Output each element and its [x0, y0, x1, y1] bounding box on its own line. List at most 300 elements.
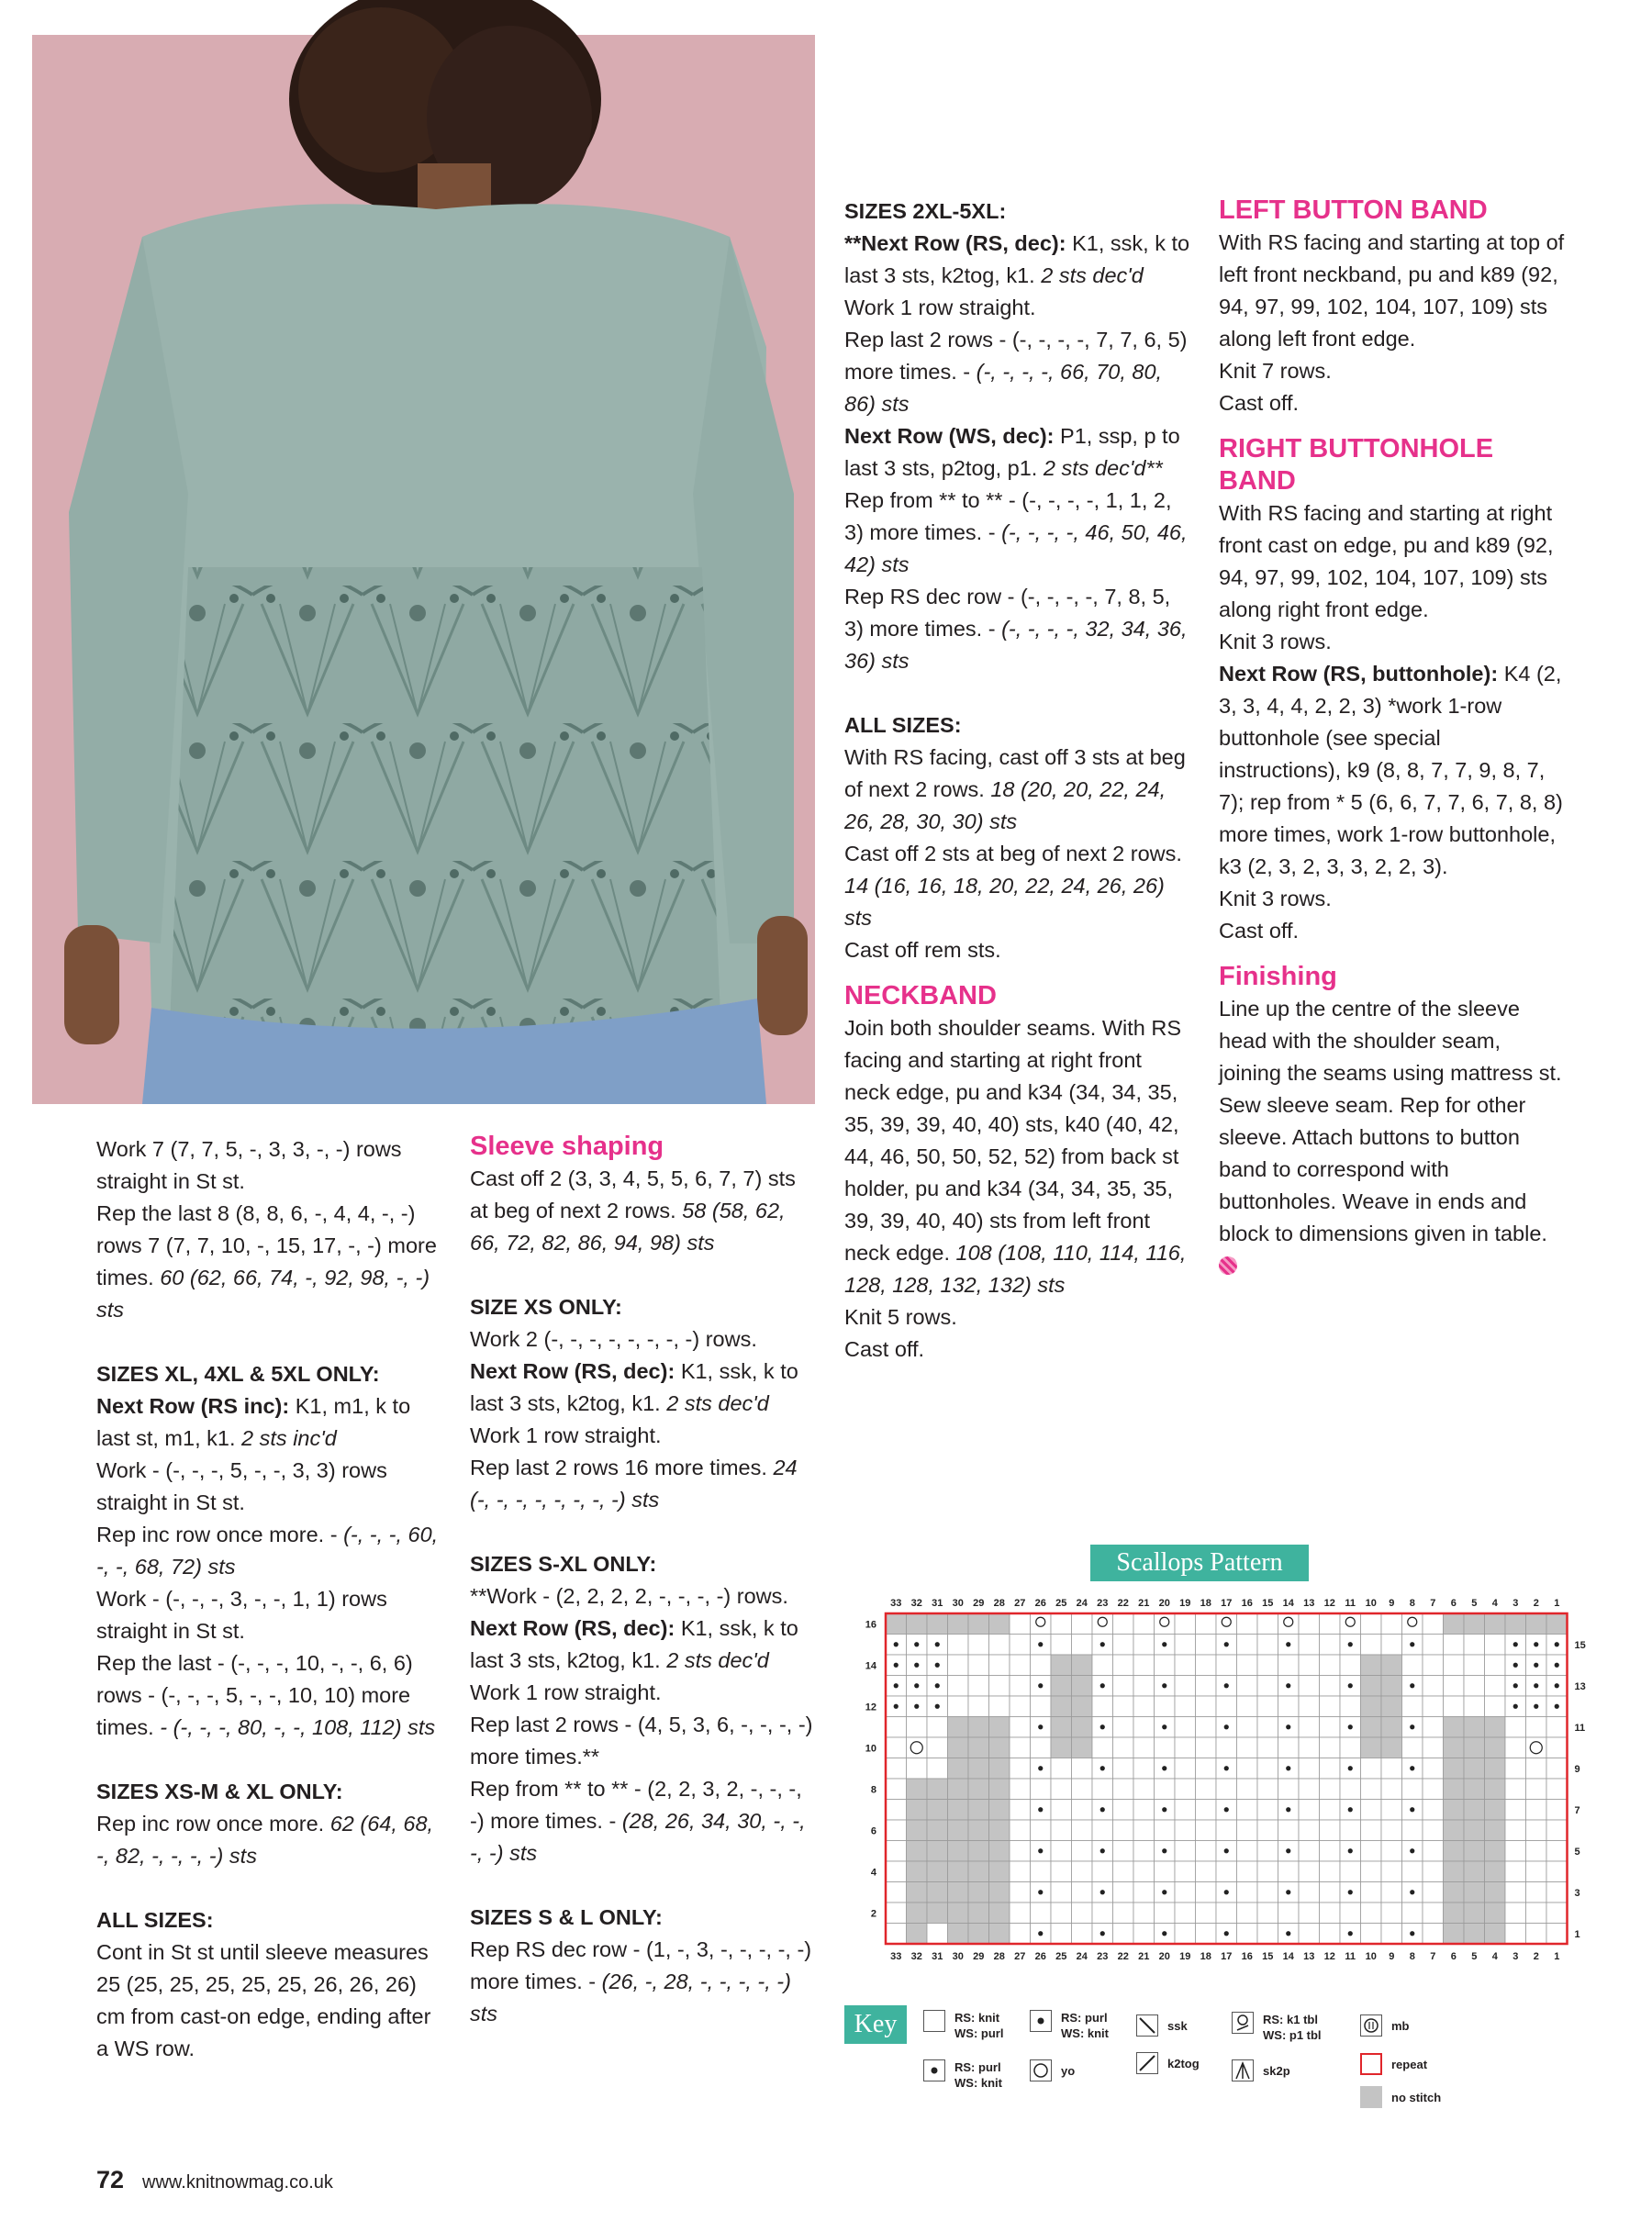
column-label: 4 [1491, 1598, 1498, 1609]
chart-cell [1320, 1758, 1341, 1780]
chart-cell [1464, 1696, 1485, 1717]
chart-cell [1155, 1613, 1176, 1635]
chart-cell [1092, 1820, 1113, 1841]
chart-cell [1237, 1655, 1258, 1676]
chart-cell [1381, 1635, 1402, 1656]
chart-cell [1051, 1696, 1072, 1717]
chart-cell [1051, 1737, 1072, 1758]
chart-cell [1546, 1924, 1568, 1945]
column-label: 15 [1262, 1951, 1274, 1962]
chart-cell [907, 1613, 928, 1635]
page-number: 72 [96, 2166, 125, 2193]
chart-cell [1257, 1903, 1278, 1924]
chart-cell [1423, 1841, 1444, 1862]
chart-cell [989, 1800, 1010, 1821]
chart-cell [1299, 1676, 1320, 1697]
chart-cell [1133, 1737, 1155, 1758]
chart-cell [1381, 1758, 1402, 1780]
chart-cell [1423, 1820, 1444, 1841]
chart-cell [1299, 1841, 1320, 1862]
column-label: 11 [1345, 1951, 1356, 1962]
chart-cell [927, 1841, 948, 1862]
purl-dot [1348, 1724, 1353, 1729]
paragraph: Knit 3 rows. [1219, 887, 1332, 910]
chart-cell [1031, 1696, 1052, 1717]
purl-dot [1513, 1663, 1518, 1668]
chart-cell [1340, 1696, 1361, 1717]
chart-cell [886, 1758, 907, 1780]
section-title: BAND [1219, 466, 1296, 496]
chart-cell [968, 1924, 989, 1945]
column-label: 14 [1282, 1598, 1294, 1609]
chart-cell [1361, 1676, 1382, 1697]
chart-cell [1340, 1903, 1361, 1924]
column-label: 20 [1158, 1951, 1170, 1962]
chart-cell [1237, 1717, 1258, 1738]
section-title: NECKBAND [844, 981, 997, 1010]
chart-cell [1237, 1841, 1258, 1862]
chart-cell [1031, 1820, 1052, 1841]
purl-dot [1555, 1704, 1559, 1709]
column-label: 23 [1097, 1598, 1109, 1609]
purl-dot [1410, 1724, 1414, 1729]
purl-dot [1410, 1683, 1414, 1688]
chart-cell [1505, 1903, 1526, 1924]
chart-cell [1072, 1841, 1093, 1862]
chart-cell [1299, 1779, 1320, 1800]
column-label: 24 [1076, 1598, 1088, 1609]
purl-dot [1100, 1931, 1105, 1936]
paragraph: Work - (-, -, -, 5, -, -, 3, 3) rows straight in St st. [96, 1458, 387, 1514]
column-label: 32 [910, 1951, 922, 1962]
chart-cell [1196, 1613, 1217, 1635]
purl-dot [1410, 1766, 1414, 1770]
chart-cell [1381, 1800, 1402, 1821]
paragraph: Rep last 2 rows 16 more times. 24 (-, -, -, -, -, -, -, -) sts [470, 1456, 798, 1512]
chart-cell [1113, 1861, 1134, 1882]
chart-cell [1381, 1655, 1402, 1676]
chart-cell [1031, 1779, 1052, 1800]
chart-cell [1010, 1737, 1031, 1758]
chart-cell [1320, 1903, 1341, 1924]
chart-cell [1196, 1655, 1217, 1676]
chart-cell [1092, 1861, 1113, 1882]
chart-cell [1175, 1861, 1196, 1882]
chart-cell [1175, 1737, 1196, 1758]
chart-cell [1381, 1779, 1402, 1800]
paragraph: Work 2 (-, -, -, -, -, -, -, -) rows. [470, 1327, 757, 1351]
chart-cell [1072, 1861, 1093, 1882]
chart-cell [1113, 1820, 1134, 1841]
chart-cell [927, 1779, 948, 1800]
chart-cell [1485, 1758, 1506, 1780]
chart-cell [1444, 1655, 1465, 1676]
chart-cell [1133, 1779, 1155, 1800]
chart-cell [1444, 1924, 1465, 1945]
chart-cell [948, 1820, 969, 1841]
chart-cell [1051, 1676, 1072, 1697]
chart-cell [1320, 1924, 1341, 1945]
chart-cell [1485, 1613, 1506, 1635]
chart-cell [968, 1758, 989, 1780]
purl-dot [935, 1642, 940, 1646]
chart-cell [1505, 1779, 1526, 1800]
chart-cell [927, 1717, 948, 1738]
chart-cell [1526, 1717, 1547, 1738]
purl-dot [894, 1663, 899, 1668]
chart-cell [1155, 1903, 1176, 1924]
chart-cell [1546, 1861, 1568, 1882]
chart-cell [1010, 1717, 1031, 1738]
chart-cell [1381, 1903, 1402, 1924]
column-label: 20 [1158, 1598, 1170, 1609]
paragraph: Rep the last 8 (8, 8, 6, -, 4, 4, -, -) rows 7 (7, 7, 10, -, 15, 17, -, -) more times. 60 (62, 66, 74, -, 92, 98, -, -) sts [96, 1201, 437, 1322]
chart-cell [968, 1882, 989, 1903]
chart-cell [1505, 1841, 1526, 1862]
chart-cell [1237, 1779, 1258, 1800]
chart-cell [1444, 1841, 1465, 1862]
row-label: 4 [870, 1867, 876, 1879]
column-label: 5 [1471, 1598, 1478, 1609]
chart-cell [1423, 1696, 1444, 1717]
chart-cell [1237, 1903, 1258, 1924]
chart-cell [1361, 1924, 1382, 1945]
chart-cell [1485, 1820, 1506, 1841]
column-label: 2 [1533, 1598, 1539, 1609]
chart-cell [1278, 1779, 1300, 1800]
chart-cell [1546, 1758, 1568, 1780]
paragraph: Cast off 2 (3, 3, 4, 5, 5, 6, 7, 7) sts at beg of next 2 rows. 58 (58, 62, 66, 72, 82, 86, 94, 98) sts [470, 1166, 796, 1255]
row-label: 11 [1574, 1722, 1586, 1734]
section-heading: SIZE XS ONLY: [470, 1295, 622, 1319]
chart-cell [968, 1613, 989, 1635]
chart-cell [1444, 1903, 1465, 1924]
column-label: 17 [1221, 1951, 1233, 1962]
chart-cell [1010, 1820, 1031, 1841]
chart-cell [1485, 1903, 1506, 1924]
chart-cell [1237, 1613, 1258, 1635]
row-label: 1 [1574, 1928, 1580, 1940]
chart-cell [1155, 1737, 1176, 1758]
chart-cell [1299, 1737, 1320, 1758]
chart-cell [1216, 1613, 1237, 1635]
column-label: 9 [1389, 1951, 1395, 1962]
row-label: 12 [865, 1702, 876, 1713]
chart-cell [1113, 1779, 1134, 1800]
chart-cell [1216, 1737, 1237, 1758]
chart-cell [1320, 1861, 1341, 1882]
column-label: 4 [1491, 1951, 1498, 1962]
chart-cell [1133, 1758, 1155, 1780]
chart-cell [1361, 1820, 1382, 1841]
chart-cell [1444, 1696, 1465, 1717]
chart-cell [1257, 1696, 1278, 1717]
chart-cell [989, 1696, 1010, 1717]
chart-cell [1155, 1696, 1176, 1717]
repeat-box-icon [1360, 2053, 1382, 2075]
chart-cell [1485, 1676, 1506, 1697]
chart-cell [1051, 1861, 1072, 1882]
chart-cell [1299, 1655, 1320, 1676]
chart-cell [1257, 1800, 1278, 1821]
chart-cell [1340, 1861, 1361, 1882]
chart-cell [1175, 1882, 1196, 1903]
paragraph: Cont in St st until sleeve measures 25 (25, 25, 25, 25, 25, 26, 26, 26) cm from cast-on edge, ending after a WS row. [96, 1940, 431, 2060]
chart-cell [1010, 1655, 1031, 1676]
section-heading: ALL SIZES: [844, 713, 962, 737]
chart-cell [989, 1635, 1010, 1656]
purl-dot [1162, 1931, 1166, 1936]
chart-cell [968, 1820, 989, 1841]
purl-dot [1348, 1683, 1353, 1688]
column-label: 33 [890, 1598, 902, 1609]
chart-cell [886, 1717, 907, 1738]
column-label: 25 [1055, 1598, 1067, 1609]
chart-cell [1464, 1924, 1485, 1945]
chart-cell [886, 1841, 907, 1862]
page-footer [96, 2166, 333, 2194]
chart-cell [1113, 1676, 1134, 1697]
chart-cell [1237, 1635, 1258, 1656]
section-heading: SIZES XS-M & XL ONLY: [96, 1780, 343, 1803]
chart-cell [1464, 1635, 1485, 1656]
row-label: 14 [865, 1660, 876, 1672]
chart-cell [1196, 1635, 1217, 1656]
purl-dot [1286, 1807, 1290, 1812]
chart-cell [1237, 1676, 1258, 1697]
chart-cell [989, 1820, 1010, 1841]
chart-cell [1505, 1924, 1526, 1945]
chart-cell [1133, 1861, 1155, 1882]
chart-cell [1361, 1882, 1382, 1903]
chart-cell [886, 1924, 907, 1945]
chart-cell [948, 1696, 969, 1717]
chart-cell [1526, 1820, 1547, 1841]
chart-cell [927, 1800, 948, 1821]
chart-cell [948, 1779, 969, 1800]
purl-dot [914, 1642, 919, 1646]
chart-cell [1072, 1758, 1093, 1780]
chart-cell [1526, 1758, 1547, 1780]
chart-cell [1051, 1717, 1072, 1738]
chart-cell [1072, 1800, 1093, 1821]
chart-cell [1546, 1820, 1568, 1841]
chart-cell [1526, 1903, 1547, 1924]
column-label: 17 [1221, 1598, 1233, 1609]
chart-cell [907, 1758, 928, 1780]
chart-cell [1299, 1861, 1320, 1882]
chart-cell [1113, 1717, 1134, 1738]
chart-cell [1320, 1820, 1341, 1841]
purl-dot [935, 1663, 940, 1668]
purl-dot [1038, 1724, 1043, 1729]
chart-cell [1361, 1613, 1382, 1635]
column-label: 24 [1076, 1951, 1088, 1962]
chart-cell [1485, 1882, 1506, 1903]
chart-cell [1113, 1613, 1134, 1635]
chart-cell [1051, 1635, 1072, 1656]
purl-dot [1038, 1807, 1043, 1812]
purl-dot [1100, 1683, 1105, 1688]
purl-dot [1348, 1848, 1353, 1853]
chart-cell [907, 1841, 928, 1862]
chart-cell [1485, 1841, 1506, 1862]
chart-cell [1196, 1903, 1217, 1924]
chart-cell [1546, 1613, 1568, 1635]
chart-cell [948, 1841, 969, 1862]
chart-cell [1031, 1613, 1052, 1635]
chart-cell [1257, 1861, 1278, 1882]
chart-cell [968, 1676, 989, 1697]
purl-dot [1555, 1683, 1559, 1688]
chart-cell [907, 1800, 928, 1821]
chart-cell [948, 1655, 969, 1676]
chart-cell [1072, 1924, 1093, 1945]
row-label: 8 [870, 1784, 876, 1796]
chart-cell [1320, 1717, 1341, 1738]
chart-cell [1444, 1820, 1465, 1841]
chart-cell [1278, 1696, 1300, 1717]
slash-square-icon [1136, 2052, 1158, 2074]
purl-dot [1100, 1807, 1105, 1812]
chart-cell [1196, 1841, 1217, 1862]
chart-cell [1010, 1635, 1031, 1656]
chart-cell [927, 1737, 948, 1758]
chart-cell [1257, 1676, 1278, 1697]
purl-dot [1286, 1766, 1290, 1770]
chart-cell [1196, 1924, 1217, 1945]
paragraph: Work - (-, -, -, 3, -, -, 1, 1) rows straight in St st. [96, 1587, 387, 1643]
chart-cell [1299, 1800, 1320, 1821]
column-label: 10 [1365, 1951, 1377, 1962]
section-title: LEFT BUTTON BAND [1219, 195, 1488, 225]
row-label: 16 [865, 1619, 876, 1631]
row-label: 13 [1574, 1680, 1586, 1692]
column-label: 21 [1138, 1951, 1150, 1962]
column-label: 13 [1303, 1598, 1315, 1609]
chart-cell [948, 1717, 969, 1738]
column-label: 8 [1409, 1598, 1415, 1609]
purl-dot [1348, 1642, 1353, 1646]
chart-cell [1257, 1820, 1278, 1841]
chart-cell [1278, 1903, 1300, 1924]
chart-cell [1485, 1779, 1506, 1800]
chart-cell [1464, 1655, 1485, 1676]
chart-cell [927, 1758, 948, 1780]
chart-cell [1113, 1903, 1134, 1924]
chart-cell [1237, 1696, 1258, 1717]
chart-cell [1216, 1779, 1237, 1800]
paragraph: Knit 3 rows. [1219, 630, 1332, 653]
chart-cell [1505, 1820, 1526, 1841]
chart-cell [1423, 1800, 1444, 1821]
row-label: 6 [870, 1825, 876, 1837]
row-label: 2 [870, 1908, 876, 1920]
chart-cell [1444, 1635, 1465, 1656]
chart-cell [1133, 1882, 1155, 1903]
chart-cell [1257, 1758, 1278, 1780]
paragraph: Rep inc row once more. - (-, -, -, 60, -, -, 68, 72) sts [96, 1523, 439, 1579]
chart-cell [1381, 1717, 1402, 1738]
paragraph: Join both shoulder seams. With RS facing and starting at right front neck edge, pu and k34 (34, 34, 35, 35, 39, 39, 40, 40) sts, k40 (40, 42, 44, 46, 50, 50, 52, 52) from back st holder, pu and k34 (34, 34, 35, 35, 39, 39, 40, 40) sts from left front neck edge. 108 (108, 110, 114, 116, 128, 128, 132, 132) sts [844, 1016, 1187, 1297]
chart-cell [948, 1800, 969, 1821]
purl-dot [1038, 1642, 1043, 1646]
column-label: 33 [890, 1951, 902, 1962]
circle-square-icon [1030, 2059, 1052, 2081]
chart-cell [1320, 1696, 1341, 1717]
chart-cell [1031, 1737, 1052, 1758]
paragraph: Cast off 2 sts at beg of next 2 rows. 14 (16, 16, 18, 20, 22, 24, 26, 26) sts [844, 842, 1182, 930]
chart-cell [1051, 1779, 1072, 1800]
column-label: 14 [1282, 1951, 1294, 1962]
chart-cell [989, 1655, 1010, 1676]
purl-dot [894, 1683, 899, 1688]
chart-cell [886, 1737, 907, 1758]
purl-dot [1286, 1683, 1290, 1688]
purl-dot [1162, 1683, 1166, 1688]
chart-cell [1485, 1737, 1506, 1758]
chart-cell [1381, 1924, 1402, 1945]
purl-dot [1513, 1704, 1518, 1709]
chart-cell [989, 1779, 1010, 1800]
chart-cell [1361, 1696, 1382, 1717]
chart-cell [1485, 1924, 1506, 1945]
chart-cell [1257, 1613, 1278, 1635]
chart-cell [1133, 1655, 1155, 1676]
chart-cell [1237, 1800, 1258, 1821]
paragraph: Knit 5 rows. [844, 1305, 957, 1329]
chart-cell [1113, 1655, 1134, 1676]
purl-dot [1038, 1766, 1043, 1770]
paragraph: Rep the last - (-, -, -, 10, -, -, 6, 6) rows - (-, -, -, 5, -, -, 10, 10) more times. - (-, -, -, 80, -, -, 108, 112) sts [96, 1651, 436, 1739]
section-title: Finishing [1219, 962, 1337, 991]
sk2p-icon [1232, 2059, 1254, 2081]
chart-cell [1526, 1882, 1547, 1903]
chart-cell [1526, 1861, 1547, 1882]
chart-cell [1423, 1737, 1444, 1758]
purl-dot [1038, 1890, 1043, 1894]
chart-cell [1464, 1861, 1485, 1882]
column-2 [470, 1131, 817, 2030]
chart-cell [1423, 1717, 1444, 1738]
chart-cell [1505, 1758, 1526, 1780]
column-label: 15 [1262, 1598, 1274, 1609]
chart-cell [989, 1882, 1010, 1903]
chart-cell [1216, 1696, 1237, 1717]
chart-cell [886, 1613, 907, 1635]
chart-cell [907, 1779, 928, 1800]
chart-title: Scallops Pattern [1090, 1545, 1309, 1581]
section-title: RIGHT BUTTONHOLE [1219, 434, 1494, 463]
chart-cell [1072, 1717, 1093, 1738]
chart-cell [1340, 1779, 1361, 1800]
chart-cell [948, 1924, 969, 1945]
paragraph: Next Row (WS, dec): P1, ssp, p to last 3 sts, p2tog, p1. 2 sts dec'd** [844, 424, 1180, 480]
chart-cell [1361, 1655, 1382, 1676]
chart-cell [989, 1737, 1010, 1758]
chart-cell [948, 1758, 969, 1780]
chart-cell [1464, 1820, 1485, 1841]
chart-cell [1299, 1696, 1320, 1717]
purl-dot [1224, 1724, 1229, 1729]
chart-cell [1196, 1779, 1217, 1800]
chart-cell [1423, 1655, 1444, 1676]
chart-cell [1051, 1924, 1072, 1945]
cardigan-back-image [32, 35, 815, 1104]
chart-cell [1113, 1758, 1134, 1780]
chart-cell [1402, 1861, 1423, 1882]
chart-cell [1526, 1737, 1547, 1758]
